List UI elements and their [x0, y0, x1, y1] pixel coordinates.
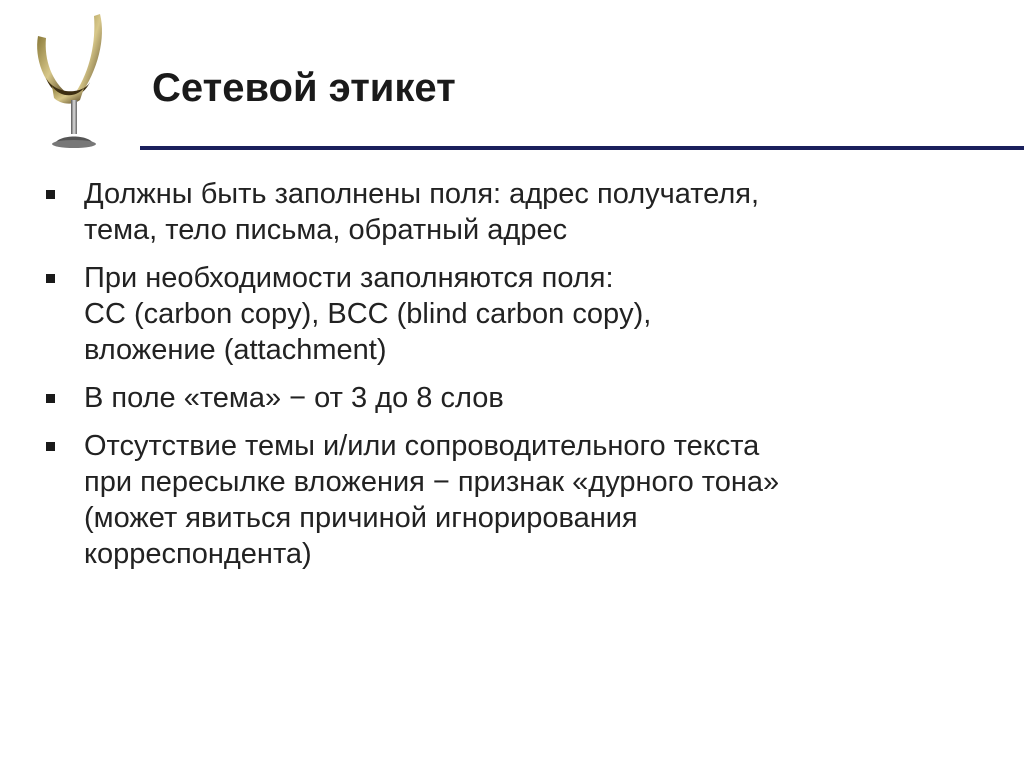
square-bullet-icon	[46, 190, 55, 199]
bullet-line: Отсутствие темы и/или сопроводительного текста	[84, 430, 760, 462]
bullet-line: В поле «тема» − от 3 до 8 слов	[84, 382, 504, 414]
bullet-line: CC (carbon copy), BCC (blind carbon copy),	[84, 298, 652, 330]
square-bullet-icon	[46, 442, 55, 451]
bullet-line: При необходимости заполняются поля:	[84, 262, 614, 294]
bullet-item-subject-length	[46, 380, 946, 416]
bullet-item-required-fields	[46, 176, 946, 248]
bullet-line: при пересылке вложения − признак «дурного тона»	[84, 466, 780, 498]
glass-goblet-icon	[24, 8, 132, 150]
bullet-item-optional-fields	[46, 260, 946, 368]
bullet-line: тема, тело письма, обратный адрес	[84, 214, 568, 246]
bullet-line: Должны быть заполнены поля: адрес получателя,	[84, 178, 760, 210]
slide-title: Сетевой этикет	[152, 66, 456, 110]
bullet-list	[46, 176, 946, 584]
bullet-line: (может явиться причиной игнорирования	[84, 502, 638, 534]
bullet-item-bad-tone	[46, 428, 946, 572]
square-bullet-icon	[46, 274, 55, 283]
title-divider	[140, 146, 1024, 150]
bullet-line: вложение (attachment)	[84, 334, 387, 366]
square-bullet-icon	[46, 394, 55, 403]
bullet-line: корреспондента)	[84, 538, 312, 570]
